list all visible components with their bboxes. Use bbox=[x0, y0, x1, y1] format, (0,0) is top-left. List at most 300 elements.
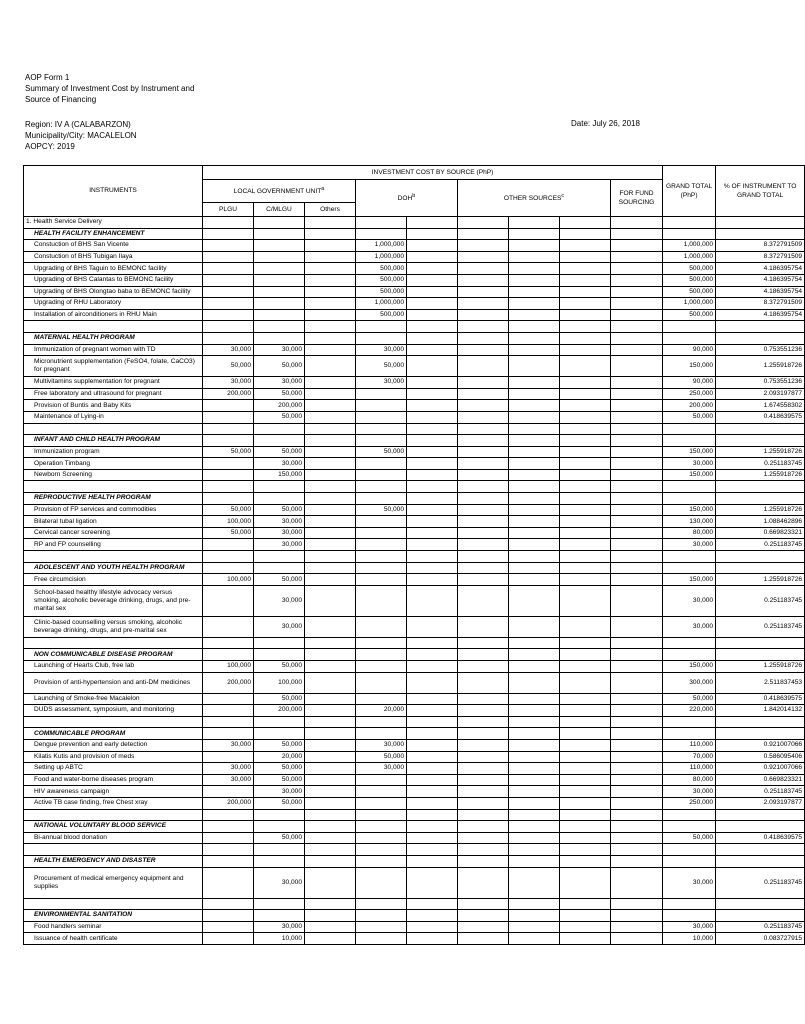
other-source-cell-1 bbox=[458, 585, 509, 616]
for-fund-cell bbox=[611, 637, 663, 649]
table-row bbox=[24, 481, 805, 493]
for-fund-cell bbox=[611, 286, 663, 298]
other-source-cell-2 bbox=[509, 423, 560, 435]
other-source-cell-1 bbox=[458, 356, 509, 377]
pct-cell: 1.842014132 bbox=[716, 705, 805, 717]
plgu-cell bbox=[203, 616, 254, 637]
doh-cell: 50,000 bbox=[356, 446, 407, 458]
pct-cell: 0.586095406 bbox=[716, 751, 805, 763]
other-source-cell-2 bbox=[509, 377, 560, 389]
table-row bbox=[24, 832, 805, 844]
doh-cell bbox=[356, 716, 407, 728]
for-fund-cell bbox=[611, 585, 663, 616]
other-source-cell-1 bbox=[458, 400, 509, 412]
doh-extra-cell bbox=[407, 661, 458, 673]
instrument-cell: Micronutrient supplementation (FeSO4, folate, CaCO3) for pregnant bbox=[24, 356, 203, 377]
table-row bbox=[24, 933, 805, 945]
plgu-cell: 200,000 bbox=[203, 388, 254, 400]
pct-cell: 0.669823321 bbox=[716, 774, 805, 786]
meta-block bbox=[25, 119, 137, 152]
for-fund-cell bbox=[611, 344, 663, 356]
doh-extra-cell bbox=[407, 574, 458, 586]
others-cell bbox=[305, 423, 356, 435]
doh-cell bbox=[356, 527, 407, 539]
other-source-cell-2 bbox=[509, 637, 560, 649]
plgu-cell bbox=[203, 844, 254, 856]
plgu-cell bbox=[203, 933, 254, 945]
for-fund-cell bbox=[611, 423, 663, 435]
doh-cell bbox=[356, 797, 407, 809]
cmlgu-cell bbox=[254, 562, 305, 574]
instrument-cell bbox=[24, 809, 203, 821]
doh-extra-cell bbox=[407, 321, 458, 333]
grand-total-cell: 150,000 bbox=[663, 446, 716, 458]
cmlgu-cell: 30,000 bbox=[254, 344, 305, 356]
investment-table bbox=[23, 165, 805, 945]
doh-cell: 50,000 bbox=[356, 751, 407, 763]
pct-cell bbox=[716, 898, 805, 910]
others-cell bbox=[305, 516, 356, 528]
for-fund-cell bbox=[611, 516, 663, 528]
for-fund-cell bbox=[611, 910, 663, 922]
other-source-cell-2 bbox=[509, 527, 560, 539]
cmlgu-cell bbox=[254, 844, 305, 856]
cmlgu-cell bbox=[254, 637, 305, 649]
doh-cell: 1,000,000 bbox=[356, 298, 407, 310]
pct-cell bbox=[716, 716, 805, 728]
cmlgu-cell: 30,000 bbox=[254, 585, 305, 616]
instrument-cell: HEALTH FACILITY ENHANCEMENT bbox=[24, 228, 203, 240]
other-source-cell-3 bbox=[560, 898, 611, 910]
other-source-cell-3 bbox=[560, 516, 611, 528]
other-source-cell-3 bbox=[560, 551, 611, 563]
other-source-cell-3 bbox=[560, 263, 611, 275]
other-source-cell-2 bbox=[509, 705, 560, 717]
cmlgu-cell: 50,000 bbox=[254, 763, 305, 775]
for-fund-cell bbox=[611, 493, 663, 505]
doh-cell bbox=[356, 321, 407, 333]
other-source-cell-1 bbox=[458, 716, 509, 728]
doh-extra-cell bbox=[407, 585, 458, 616]
other-source-cell-2 bbox=[509, 411, 560, 423]
other-source-cell-2 bbox=[509, 344, 560, 356]
pct-cell: 8.372791509 bbox=[716, 240, 805, 252]
table-row bbox=[24, 672, 805, 693]
grand-total-cell: 500,000 bbox=[663, 286, 716, 298]
plgu-cell bbox=[203, 693, 254, 705]
plgu-cell: 30,000 bbox=[203, 763, 254, 775]
other-source-cell-3 bbox=[560, 309, 611, 321]
grand-total-cell: 500,000 bbox=[663, 263, 716, 275]
other-source-cell-1 bbox=[458, 693, 509, 705]
other-source-cell-3 bbox=[560, 786, 611, 798]
other-source-cell-3 bbox=[560, 539, 611, 551]
doh-extra-cell bbox=[407, 411, 458, 423]
other-source-cell-1 bbox=[458, 661, 509, 673]
grand-total-cell: 30,000 bbox=[663, 867, 716, 898]
cmlgu-cell bbox=[254, 423, 305, 435]
other-source-cell-1 bbox=[458, 672, 509, 693]
pct-cell: 0.251183745 bbox=[716, 921, 805, 933]
cmlgu-cell bbox=[254, 217, 305, 229]
others-cell bbox=[305, 693, 356, 705]
others-cell bbox=[305, 797, 356, 809]
header-lgu-sup: a bbox=[321, 186, 325, 193]
table-row bbox=[24, 274, 805, 286]
doh-cell: 30,000 bbox=[356, 344, 407, 356]
others-cell bbox=[305, 809, 356, 821]
other-source-cell-1 bbox=[458, 562, 509, 574]
for-fund-cell bbox=[611, 786, 663, 798]
doh-cell bbox=[356, 821, 407, 833]
pct-cell: 4.186395754 bbox=[716, 309, 805, 321]
other-source-cell-3 bbox=[560, 251, 611, 263]
other-source-cell-3 bbox=[560, 661, 611, 673]
for-fund-cell bbox=[611, 562, 663, 574]
pct-cell: 4.186395754 bbox=[716, 263, 805, 275]
instrument-cell: Food handlers seminar bbox=[24, 921, 203, 933]
plgu-cell bbox=[203, 321, 254, 333]
other-source-cell-3 bbox=[560, 574, 611, 586]
doh-cell: 50,000 bbox=[356, 356, 407, 377]
others-cell bbox=[305, 867, 356, 898]
header-lgu-text: LOCAL GOVERNMENT UNIT bbox=[233, 188, 322, 196]
doh-cell bbox=[356, 539, 407, 551]
instrument-cell: Upgrading of RHU Laboratory bbox=[24, 298, 203, 310]
plgu-cell: 200,000 bbox=[203, 797, 254, 809]
cmlgu-cell: 200,000 bbox=[254, 705, 305, 717]
for-fund-cell bbox=[611, 551, 663, 563]
other-source-cell-1 bbox=[458, 298, 509, 310]
doh-cell: 30,000 bbox=[356, 377, 407, 389]
cmlgu-cell bbox=[254, 728, 305, 740]
others-cell bbox=[305, 672, 356, 693]
plgu-cell bbox=[203, 481, 254, 493]
cmlgu-cell: 50,000 bbox=[254, 774, 305, 786]
table-row bbox=[24, 217, 805, 229]
plgu-cell: 30,000 bbox=[203, 739, 254, 751]
table-row bbox=[24, 458, 805, 470]
doh-extra-cell bbox=[407, 504, 458, 516]
doh-extra-cell bbox=[407, 309, 458, 321]
grand-total-cell: 30,000 bbox=[663, 585, 716, 616]
pct-cell bbox=[716, 551, 805, 563]
table-row bbox=[24, 855, 805, 867]
plgu-cell bbox=[203, 855, 254, 867]
doh-cell bbox=[356, 469, 407, 481]
grand-total-cell: 50,000 bbox=[663, 411, 716, 423]
instrument-cell: Upgrading of BHS Calantas to BEMONC facility bbox=[24, 274, 203, 286]
other-source-cell-3 bbox=[560, 356, 611, 377]
cmlgu-cell: 30,000 bbox=[254, 527, 305, 539]
doh-extra-cell bbox=[407, 356, 458, 377]
doh-extra-cell bbox=[407, 751, 458, 763]
other-source-cell-2 bbox=[509, 809, 560, 821]
instrument-cell: School-based healthy lifestyle advocacy versus smoking, alcoholic beverage drinking, drugs, and pre-marital sex bbox=[24, 585, 203, 616]
cmlgu-cell: 100,000 bbox=[254, 672, 305, 693]
other-source-cell-2 bbox=[509, 921, 560, 933]
doh-cell: 20,000 bbox=[356, 705, 407, 717]
pct-cell: 0.251183745 bbox=[716, 539, 805, 551]
other-source-cell-1 bbox=[458, 481, 509, 493]
table-row bbox=[24, 298, 805, 310]
pct-cell bbox=[716, 562, 805, 574]
others-cell bbox=[305, 251, 356, 263]
grand-total-cell: 250,000 bbox=[663, 388, 716, 400]
pct-cell: 8.372791509 bbox=[716, 251, 805, 263]
doh-extra-cell bbox=[407, 446, 458, 458]
doh-extra-cell bbox=[407, 844, 458, 856]
plgu-cell bbox=[203, 867, 254, 898]
doh-cell bbox=[356, 435, 407, 447]
doh-extra-cell bbox=[407, 649, 458, 661]
other-source-cell-1 bbox=[458, 411, 509, 423]
table-row bbox=[24, 446, 805, 458]
table-row bbox=[24, 423, 805, 435]
pct-cell: 1.674558302 bbox=[716, 400, 805, 412]
cmlgu-cell bbox=[254, 286, 305, 298]
others-cell bbox=[305, 400, 356, 412]
plgu-cell bbox=[203, 263, 254, 275]
doh-cell bbox=[356, 551, 407, 563]
doh-cell bbox=[356, 516, 407, 528]
plgu-cell bbox=[203, 716, 254, 728]
for-fund-cell bbox=[611, 867, 663, 898]
other-source-cell-3 bbox=[560, 867, 611, 898]
other-source-cell-3 bbox=[560, 672, 611, 693]
cmlgu-cell: 50,000 bbox=[254, 574, 305, 586]
other-source-cell-2 bbox=[509, 716, 560, 728]
plgu-cell: 200,000 bbox=[203, 672, 254, 693]
other-source-cell-2 bbox=[509, 797, 560, 809]
others-cell bbox=[305, 332, 356, 344]
other-source-cell-2 bbox=[509, 400, 560, 412]
grand-total-cell: 1,000,000 bbox=[663, 298, 716, 310]
plgu-cell bbox=[203, 251, 254, 263]
for-fund-cell bbox=[611, 855, 663, 867]
doh-extra-cell bbox=[407, 481, 458, 493]
others-cell bbox=[305, 705, 356, 717]
grand-total-cell: 30,000 bbox=[663, 616, 716, 637]
for-fund-cell bbox=[611, 539, 663, 551]
pct-cell bbox=[716, 435, 805, 447]
header-others: Others bbox=[305, 203, 356, 217]
date: Date: July 26, 2018 bbox=[571, 119, 640, 128]
other-source-cell-3 bbox=[560, 481, 611, 493]
cmlgu-cell bbox=[254, 481, 305, 493]
grand-total-cell: 30,000 bbox=[663, 539, 716, 551]
other-source-cell-1 bbox=[458, 309, 509, 321]
cmlgu-cell: 30,000 bbox=[254, 377, 305, 389]
cmlgu-cell: 30,000 bbox=[254, 867, 305, 898]
table-row bbox=[24, 705, 805, 717]
pct-cell: 0.418639575 bbox=[716, 411, 805, 423]
table-row bbox=[24, 504, 805, 516]
grand-total-cell bbox=[663, 562, 716, 574]
plgu-cell: 50,000 bbox=[203, 446, 254, 458]
others-cell bbox=[305, 298, 356, 310]
doh-extra-cell bbox=[407, 910, 458, 922]
other-source-cell-1 bbox=[458, 728, 509, 740]
doh-extra-cell bbox=[407, 240, 458, 252]
other-source-cell-1 bbox=[458, 228, 509, 240]
doh-extra-cell bbox=[407, 493, 458, 505]
other-source-cell-3 bbox=[560, 774, 611, 786]
header-other-sup: c bbox=[561, 193, 565, 200]
pct-cell bbox=[716, 228, 805, 240]
instrument-cell: COMMUNICABLE PROGRAM bbox=[24, 728, 203, 740]
other-source-cell-1 bbox=[458, 705, 509, 717]
cmlgu-cell bbox=[254, 240, 305, 252]
for-fund-cell bbox=[611, 728, 663, 740]
others-cell bbox=[305, 481, 356, 493]
cmlgu-cell: 150,000 bbox=[254, 469, 305, 481]
grand-total-cell bbox=[663, 423, 716, 435]
other-source-cell-2 bbox=[509, 910, 560, 922]
grand-total-cell bbox=[663, 481, 716, 493]
pct-cell: 1.255918726 bbox=[716, 469, 805, 481]
others-cell bbox=[305, 356, 356, 377]
other-source-cell-2 bbox=[509, 832, 560, 844]
instrument-cell: Multivitamins supplementation for pregnant bbox=[24, 377, 203, 389]
plgu-cell bbox=[203, 898, 254, 910]
instrument-cell: Bilateral tubal ligation bbox=[24, 516, 203, 528]
doh-extra-cell bbox=[407, 458, 458, 470]
table-row bbox=[24, 527, 805, 539]
doh-cell bbox=[356, 228, 407, 240]
pct-cell: 0.418639575 bbox=[716, 693, 805, 705]
pct-cell: 1.255918726 bbox=[716, 446, 805, 458]
table-row bbox=[24, 411, 805, 423]
form-title-line1: Summary of Investment Cost by Instrument and bbox=[25, 84, 195, 93]
pct-cell: 0.251183745 bbox=[716, 616, 805, 637]
table-row bbox=[24, 637, 805, 649]
other-source-cell-1 bbox=[458, 763, 509, 775]
other-source-cell-1 bbox=[458, 274, 509, 286]
form-name: AOP Form 1 bbox=[25, 73, 70, 82]
cmlgu-cell bbox=[254, 274, 305, 286]
grand-total-cell: 10,000 bbox=[663, 933, 716, 945]
doh-cell bbox=[356, 786, 407, 798]
header-pct: % OF INSTRUMENT TO GRAND TOTAL bbox=[716, 166, 805, 217]
doh-extra-cell bbox=[407, 388, 458, 400]
pct-cell: 1.088462896 bbox=[716, 516, 805, 528]
for-fund-cell bbox=[611, 274, 663, 286]
other-source-cell-3 bbox=[560, 446, 611, 458]
for-fund-cell bbox=[611, 481, 663, 493]
grand-total-cell: 150,000 bbox=[663, 574, 716, 586]
pct-cell bbox=[716, 649, 805, 661]
plgu-cell: 30,000 bbox=[203, 344, 254, 356]
header-investment-cost: INVESTMENT COST BY SOURCE (PhP) bbox=[203, 166, 663, 180]
cmlgu-cell: 50,000 bbox=[254, 832, 305, 844]
for-fund-cell bbox=[611, 844, 663, 856]
others-cell bbox=[305, 217, 356, 229]
other-source-cell-2 bbox=[509, 898, 560, 910]
pct-cell: 0.921007066 bbox=[716, 739, 805, 751]
header-plgu: PLGU bbox=[203, 203, 254, 217]
others-cell bbox=[305, 637, 356, 649]
doh-extra-cell bbox=[407, 251, 458, 263]
for-fund-cell bbox=[611, 797, 663, 809]
other-source-cell-3 bbox=[560, 921, 611, 933]
doh-cell: 50,000 bbox=[356, 504, 407, 516]
table-row bbox=[24, 910, 805, 922]
other-source-cell-2 bbox=[509, 493, 560, 505]
table-row bbox=[24, 809, 805, 821]
other-source-cell-1 bbox=[458, 527, 509, 539]
other-source-cell-3 bbox=[560, 728, 611, 740]
for-fund-cell bbox=[611, 821, 663, 833]
table-row bbox=[24, 400, 805, 412]
other-source-cell-2 bbox=[509, 551, 560, 563]
instrument-cell: Constuction of BHS San Vicente bbox=[24, 240, 203, 252]
for-fund-cell bbox=[611, 527, 663, 539]
doh-cell: 30,000 bbox=[356, 763, 407, 775]
cmlgu-cell: 50,000 bbox=[254, 411, 305, 423]
other-source-cell-1 bbox=[458, 251, 509, 263]
instrument-cell: Newborn Screening bbox=[24, 469, 203, 481]
instrument-cell: Cervical cancer screening bbox=[24, 527, 203, 539]
doh-cell: 500,000 bbox=[356, 274, 407, 286]
other-source-cell-1 bbox=[458, 263, 509, 275]
other-source-cell-1 bbox=[458, 855, 509, 867]
for-fund-cell bbox=[611, 672, 663, 693]
table-row bbox=[24, 469, 805, 481]
plgu-cell bbox=[203, 705, 254, 717]
other-source-cell-3 bbox=[560, 832, 611, 844]
others-cell bbox=[305, 493, 356, 505]
grand-total-cell: 250,000 bbox=[663, 797, 716, 809]
cmlgu-cell: 30,000 bbox=[254, 921, 305, 933]
instrument-cell: Free circumcision bbox=[24, 574, 203, 586]
grand-total-cell bbox=[663, 728, 716, 740]
other-source-cell-2 bbox=[509, 933, 560, 945]
other-source-cell-1 bbox=[458, 516, 509, 528]
other-source-cell-2 bbox=[509, 763, 560, 775]
table-row bbox=[24, 728, 805, 740]
others-cell bbox=[305, 933, 356, 945]
grand-total-cell: 80,000 bbox=[663, 527, 716, 539]
for-fund-cell bbox=[611, 469, 663, 481]
plgu-cell bbox=[203, 400, 254, 412]
other-source-cell-1 bbox=[458, 832, 509, 844]
plgu-cell: 50,000 bbox=[203, 527, 254, 539]
instrument-cell: Procurement of medical emergency equipment and supplies bbox=[24, 867, 203, 898]
other-source-cell-3 bbox=[560, 298, 611, 310]
doh-cell: 500,000 bbox=[356, 263, 407, 275]
doh-extra-cell bbox=[407, 739, 458, 751]
doh-cell bbox=[356, 616, 407, 637]
plgu-cell bbox=[203, 493, 254, 505]
other-source-cell-1 bbox=[458, 821, 509, 833]
doh-extra-cell bbox=[407, 217, 458, 229]
doh-cell: 500,000 bbox=[356, 286, 407, 298]
instrument-cell: MATERNAL HEALTH PROGRAM bbox=[24, 332, 203, 344]
for-fund-cell bbox=[611, 921, 663, 933]
grand-total-cell: 110,000 bbox=[663, 739, 716, 751]
other-source-cell-2 bbox=[509, 298, 560, 310]
header-doh bbox=[356, 180, 458, 217]
plgu-cell bbox=[203, 786, 254, 798]
grand-total-cell: 50,000 bbox=[663, 693, 716, 705]
pct-cell bbox=[716, 217, 805, 229]
other-source-cell-1 bbox=[458, 504, 509, 516]
others-cell bbox=[305, 527, 356, 539]
other-source-cell-3 bbox=[560, 637, 611, 649]
for-fund-cell bbox=[611, 649, 663, 661]
municipality: Municipality/City: MACALELON bbox=[25, 131, 137, 140]
